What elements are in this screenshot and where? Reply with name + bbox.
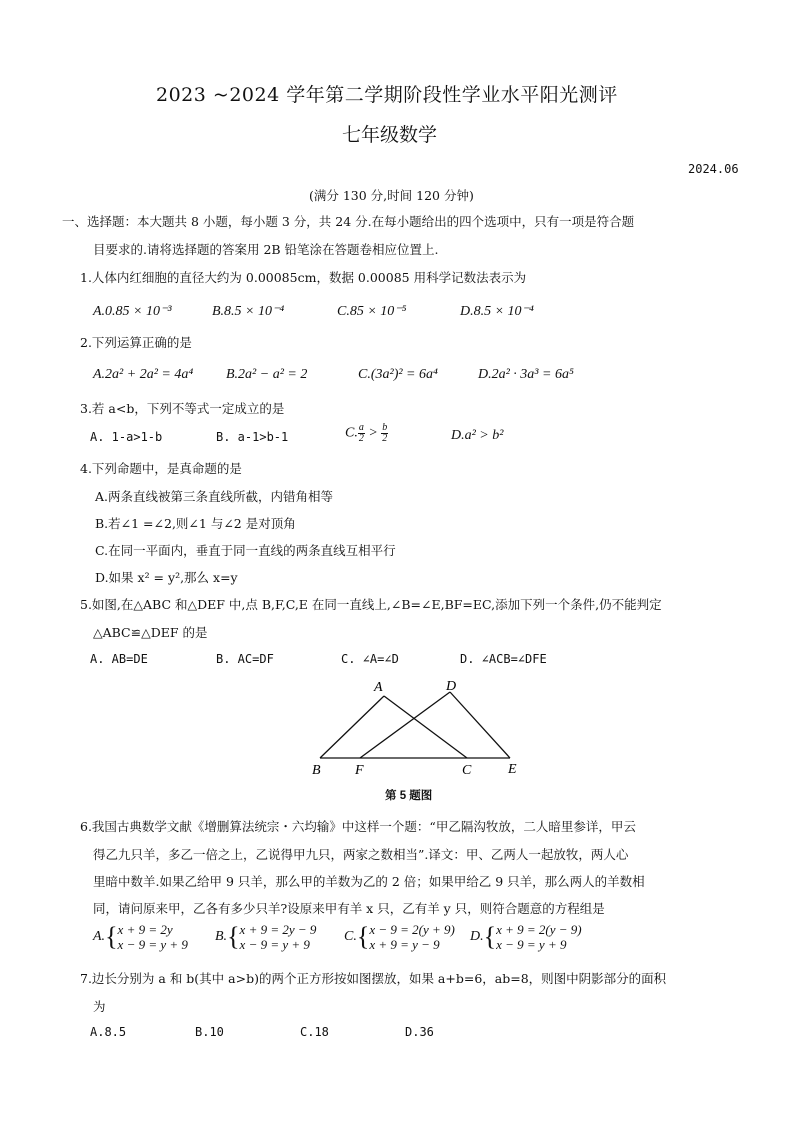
q3-option-b: B. a-1>b-1	[216, 430, 289, 444]
line-ab	[320, 696, 384, 758]
q5-figure-caption: 第 5 题图	[385, 790, 433, 802]
q6-system-b: x + 9 = 2y − 9 x − 9 = y + 9	[239, 922, 317, 952]
q7-stem-line1: 7.边长分别为 a 和 b(其中 a>b)的两个正方形按如图摆放，如果 a+b=6，ab=8，则图中阴影部分的面积	[80, 971, 667, 986]
exam-date: 2024.06	[688, 162, 739, 176]
brace-icon: {	[227, 922, 240, 951]
q5-option-c: C. ∠A=∠D	[341, 652, 399, 666]
q3-option-c-label: C.	[345, 425, 358, 441]
q6-line1: 6.我国古典数学文献《增删算法统宗・六均输》中这样一个题：“甲乙隔沟牧放，二人暗里参详，甲云	[80, 819, 636, 834]
q5-option-a: A. AB=DE	[90, 652, 148, 666]
q3-frac-a-over-2: $\frac{a}{2}$	[358, 422, 364, 444]
label-b: B	[312, 763, 321, 778]
section-intro-line1: 一、选择题：本大题共 8 小题，每小题 3 分，共 24 分.在每小题给出的四个选项中，只有一项是符合题	[62, 214, 635, 229]
q5-stem-line1: 5.如图,在△ABC 和△DEF 中,点 B,F,C,E 在同一直线上,∠B=∠E,BF=EC,添加下列一个条件,仍不能判定	[80, 597, 662, 612]
brace-icon: {	[356, 922, 370, 951]
score-info: (满分 130 分,时间 120 分钟)	[309, 188, 474, 203]
q6-option-d: D.{ x + 9 = 2(y − 9) x − 9 = y + 9	[470, 922, 582, 952]
q4-option-a: A.两条直线被第三条直线所截，内错角相等	[95, 489, 334, 504]
q6-system-d: x + 9 = 2(y − 9) x − 9 = y + 9	[496, 922, 582, 952]
q6-option-b: B.{ x + 9 = 2y − 9 x − 9 = y + 9	[215, 922, 317, 952]
q6-system-c: x − 9 = 2(y + 9) x + 9 = y − 9	[369, 922, 455, 952]
label-a: A	[374, 680, 383, 695]
q4-option-c: C.在同一平面内，垂直于同一直线的两条直线互相平行	[95, 543, 396, 558]
q6-line4: 同，请问原来甲，乙各有多少只羊?设原来甲有羊 x 只，乙有羊 y 只，则符合题意的方程组是	[93, 901, 605, 916]
q2-stem: 2.下列运算正确的是	[80, 335, 192, 350]
label-d: D	[446, 679, 457, 694]
line-fd	[360, 692, 450, 758]
q1-option-c: C.85 × 10⁻⁵	[337, 304, 407, 319]
q1-stem: 1.人体内红细胞的直径大约为 0.00085cm，数据 0.00085 用科学记数法表示为	[80, 270, 527, 285]
q2-option-a: A.2a² + 2a² = 4a⁴	[93, 367, 194, 382]
q3-option-a: A. 1-a>1-b	[90, 430, 163, 444]
line-de	[450, 692, 510, 758]
q1-option-a: A.0.85 × 10⁻³	[93, 304, 172, 319]
q4-option-b: B.若∠1 =∠2,则∠1 与∠2 是对顶角	[95, 516, 296, 531]
q5-option-b: B. AC=DF	[216, 652, 274, 666]
q2-option-d: D.2a² · 3a³ = 6a⁵	[478, 367, 574, 382]
brace-icon: {	[105, 922, 118, 951]
q7-option-c: C.18	[300, 1025, 329, 1039]
q3-option-d: D.a² > b²	[451, 428, 504, 443]
q3-option-c: C. $\frac{a}{2}$ > $\frac{b}{2}$	[345, 422, 388, 444]
q6-option-c: C.{ x − 9 = 2(y + 9) x + 9 = y − 9	[344, 922, 455, 952]
q6-line3: 里暗中数羊.如果乙给甲 9 只羊，那么甲的羊数为乙的 2 倍；如果甲给乙 9 只羊，那么两人的羊数相	[93, 874, 645, 889]
q3-stem: 3.若 a<b，下列不等式一定成立的是	[80, 401, 285, 416]
q4-stem: 4.下列命题中，是真命题的是	[80, 461, 242, 476]
q7-option-d: D.36	[405, 1025, 434, 1039]
q6-system-a: x + 9 = 2y x − 9 = y + 9	[117, 922, 188, 952]
label-c: C	[462, 763, 472, 778]
q1-option-d: D.8.5 × 10⁻⁴	[460, 304, 534, 319]
label-e: E	[508, 762, 517, 777]
q7-stem-line2: 为	[93, 999, 106, 1014]
q5-stem-line2: △ABC≌△DEF 的是	[93, 625, 208, 640]
exam-title: 2023 ~2024 学年第二学期阶段性学业水平阳光测评	[156, 84, 618, 106]
q6-option-a: A.{ x + 9 = 2y x − 9 = y + 9	[93, 922, 188, 952]
q3-frac-b-over-2: $\frac{b}{2}$	[382, 422, 388, 444]
q5-option-d: D. ∠ACB=∠DFE	[460, 652, 547, 666]
q2-option-c: C.(3a²)² = 6a⁴	[358, 367, 438, 382]
q7-option-b: B.10	[195, 1025, 224, 1039]
q1-option-b: B.8.5 × 10⁻⁴	[212, 304, 285, 319]
section-intro-line2: 目要求的.请将选择题的答案用 2B 铅笔涂在答题卷相应位置上.	[93, 242, 439, 257]
q5-triangle-figure	[300, 674, 530, 780]
line-ac	[384, 696, 467, 758]
q4-option-d: D.如果 x² = y²,那么 x=y	[95, 570, 238, 585]
label-f: F	[355, 763, 364, 778]
subject-title: 七年级数学	[342, 124, 438, 146]
q6-line2: 得乙九只羊，多乙一倍之上，乙说得甲九只，两家之数相当”.译文：甲、乙两人一起放牧，两人心	[93, 847, 629, 862]
brace-icon: {	[483, 922, 497, 951]
q7-option-a: A.8.5	[90, 1025, 127, 1039]
q2-option-b: B.2a² − a² = 2	[226, 367, 308, 382]
